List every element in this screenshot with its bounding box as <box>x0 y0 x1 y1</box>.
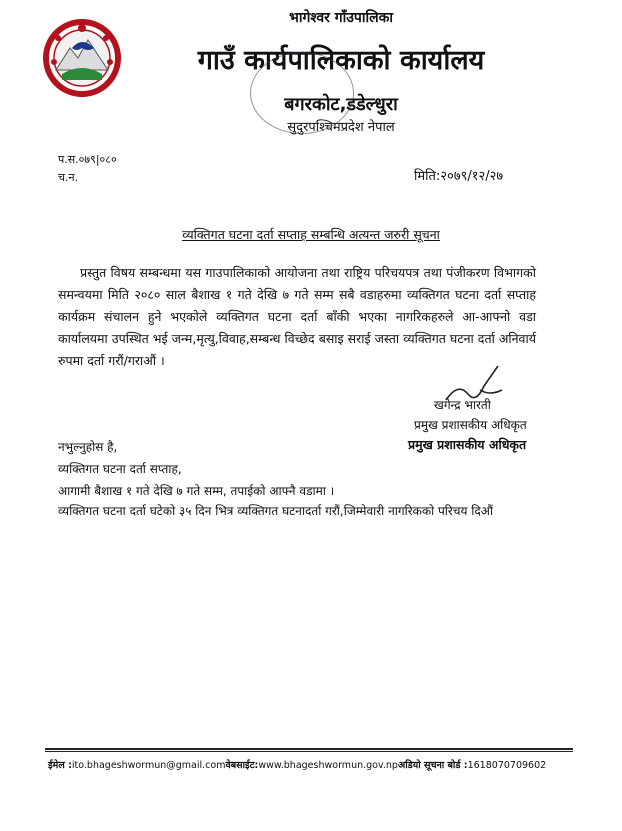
footer-divider <box>45 751 573 752</box>
audio-board-label: अडियो सूचना बोर्ड : <box>397 760 468 771</box>
reference-number: प.स.०७९|०८० <box>58 153 117 166</box>
email-label: ईमेल : <box>48 760 72 771</box>
footer-divider <box>45 748 573 750</box>
email-address: ito.bhageshwormun@gmail.com <box>71 760 226 771</box>
letter-body: प्रस्तुत विषय सम्बन्धमा यस गाउपालिकाको आयोजना तथा राष्ट्रिय परिचयपत्र तथा पंजीकरण विभागको समन्वयमा मिति २०८० साल बैशाख १ गते देखि ७ गते सम्म सबै वडाहरुमा व्यक्तिगत घटना दर्ता सप्ताह कार्यक्रम संचालन हुने भएकोले व्यक्तिगत घटना दर्ता बाँकी भएका नागरिकहरुले आ-आफ्नो वडा कार्यालयमा उपस्थित भई जन्म,मृत्यु,विवाह,सम्बन्ध विच्छेद बसाइ सराई जस्ता व्यक्तिगत घटना दर्ता अनिवार्य रुपमा दर्ता गरौं/गराऔं । <box>58 265 536 368</box>
footer-contact <box>48 758 546 771</box>
letter-subject: व्यक्तिगत घटना दर्ता सप्ताह सम्बन्धि अत्यन्त जरुरी सूचना <box>182 227 440 242</box>
signer-name: खगेन्द्र भारती <box>434 398 491 412</box>
notice-line: नभुल्नुहोस है, <box>58 440 118 454</box>
office-stamp-icon <box>250 52 354 134</box>
province-name: सुदुरपश्चिमप्रदेश नेपाल <box>287 120 395 135</box>
letter-date: मिति:२०७९/१२/२७ <box>414 169 504 184</box>
notice-line: आगामी बैशाख १ गते देखि ७ गते सम्म, तपाईको आफ्नै वडामा । <box>58 484 335 498</box>
dispatch-number: च.न. <box>58 171 79 184</box>
signer-title: प्रमुख प्रशासकीय अधिकृत <box>414 418 527 432</box>
municipality-name: भागेश्वर गाँउपालिका <box>289 10 393 26</box>
office-title: गाउँ कार्यपालिकाको कार्यालय <box>197 45 485 76</box>
website-url: www.bhageshwormun.gov.np <box>258 760 398 771</box>
website-label: वेबसाईट: <box>225 760 259 771</box>
audio-board-number: 1618070709602 <box>467 760 547 771</box>
signer-stamp-title: प्रमुख प्रशासकीय अधिकृत <box>408 437 527 452</box>
notice-line: व्यक्तिगत घटना दर्ता सप्ताह, <box>58 462 182 476</box>
notice-line: व्यक्तिगत घटना दर्ता घटेको ३५ दिन भित्र व्यक्तिगत घटनादर्ता गरौं,जिम्मेवारी नागरिकको परिचय दिऔं <box>58 504 493 518</box>
district-address: बगरकोट,डडेल्धुरा <box>284 94 398 115</box>
